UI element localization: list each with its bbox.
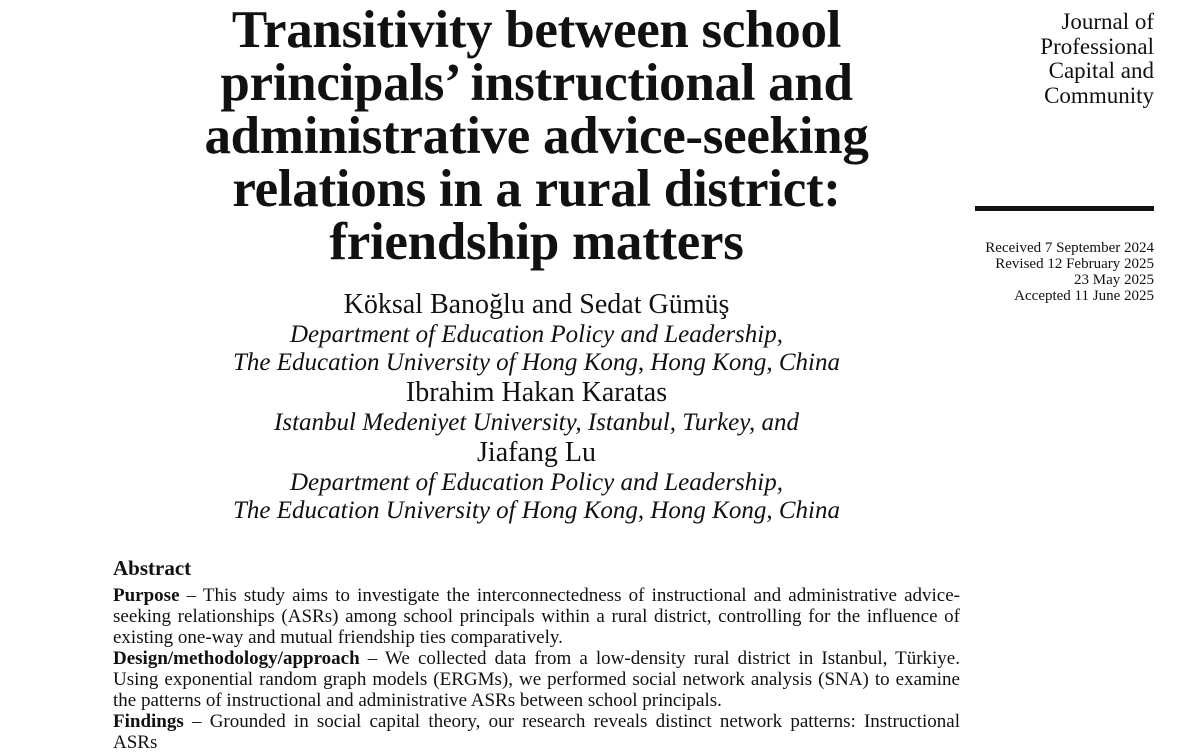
abstract-paragraph xyxy=(113,711,960,753)
abstract-section-label: Design/methodology/approach xyxy=(113,648,360,669)
author-affiliation: Istanbul Medeniyet University, Istanbul, Turkey, and xyxy=(274,409,799,436)
abstract-section-text: – This study aims to investigate the interconnectedness of instructional and administrative advice-seeking relationships (ASRs) among school principals within a rural district, controlling for the influence of existing one-way and mutual friendship ties comparatively. xyxy=(113,585,960,648)
article-header xyxy=(113,0,960,753)
journal-name-line: Journal of xyxy=(1061,9,1154,34)
journal-name-line: Community xyxy=(1044,82,1154,108)
author-name: Jiafang Lu xyxy=(477,437,596,468)
submission-dates xyxy=(975,240,1154,304)
abstract-section-text: – Grounded in social capital theory, our research reveals distinct network patterns: Instructional ASRs xyxy=(113,711,960,753)
author-affiliation: The Education University of Hong Kong, Hong Kong, China xyxy=(233,497,840,524)
paper-title: Transitivity between school principals’ instructional and administrative advice-seeking relations in a rural district: friendship matters xyxy=(204,1,869,271)
journal-name-line: Professional xyxy=(1040,33,1154,59)
journal-name xyxy=(975,10,1154,108)
journal-sidebar xyxy=(975,10,1154,304)
author-affiliation: Department of Education Policy and Leadership, xyxy=(290,469,783,496)
abstract xyxy=(113,555,960,753)
date-line: 23 May 2025 xyxy=(1074,272,1154,288)
date-line: Received 7 September 2024 xyxy=(985,240,1154,256)
author-block xyxy=(113,289,960,525)
abstract-paragraph xyxy=(113,648,960,711)
journal-name-line: Capital and xyxy=(1048,58,1154,83)
author-name: Köksal Banoğlu and Sedat Gümüş xyxy=(343,289,730,320)
date-line: Revised 12 February 2025 xyxy=(995,256,1154,272)
date-line: Accepted 11 June 2025 xyxy=(1014,288,1154,304)
abstract-heading: Abstract xyxy=(113,556,192,580)
abstract-section-label: Purpose xyxy=(113,585,180,606)
sidebar-divider xyxy=(975,206,1154,211)
author-affiliation: The Education University of Hong Kong, Hong Kong, China xyxy=(233,349,840,376)
abstract-section-text: – We collected data from a low-density rural district in Istanbul, Türkiye. Using exponential random graph models (ERGMs), we performed social network analysis (SNA) to examine the patterns of instructional and administrative ASRs between school principals. xyxy=(113,648,960,711)
author-name: Ibrahim Hakan Karatas xyxy=(405,377,668,408)
abstract-section-label: Findings xyxy=(113,711,184,732)
abstract-paragraph xyxy=(113,585,960,648)
author-affiliation: Department of Education Policy and Leadership, xyxy=(290,321,783,348)
